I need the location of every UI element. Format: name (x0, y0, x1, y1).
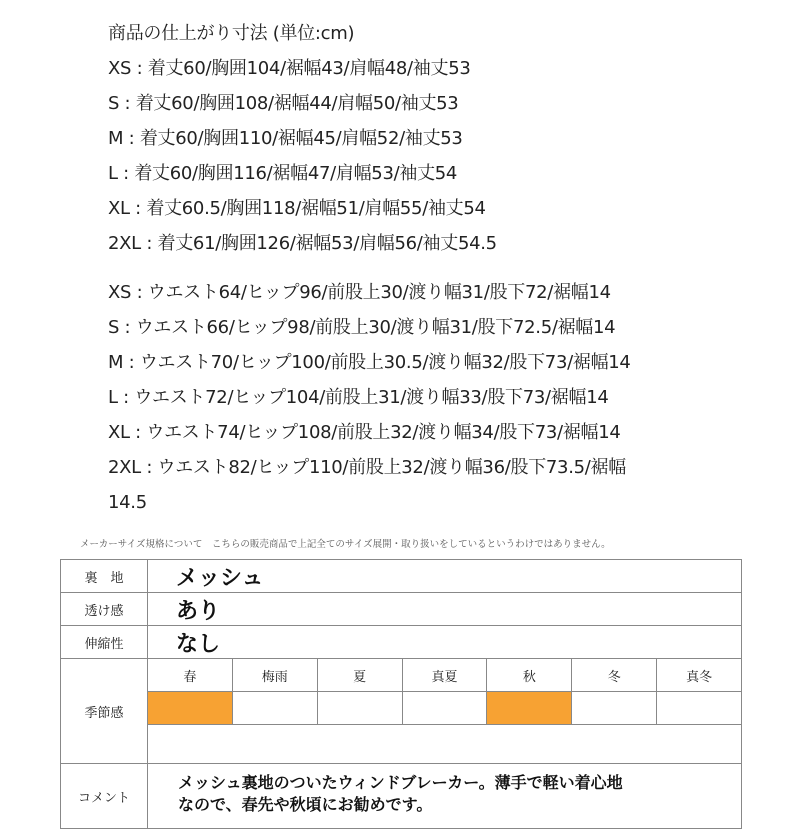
season-name-summer: 夏 (318, 659, 403, 691)
season-blank (148, 725, 741, 763)
season-grid (148, 659, 741, 763)
season-name-winter: 冬 (572, 659, 657, 691)
bottoms-size-row: L : ウエスト72/ヒップ104/前股上31/渡り幅33/股下73/裾幅14 (108, 387, 609, 408)
lining-label: 裏 地 (61, 560, 148, 592)
season-label: 季節感 (61, 659, 148, 763)
season-name-rainy: 梅雨 (233, 659, 318, 691)
season-names (148, 659, 741, 692)
season-name-spring: 春 (148, 659, 233, 691)
season-name-midsummer: 真夏 (403, 659, 488, 691)
lining-row (61, 560, 741, 593)
bottoms-size-row-wrap: 14.5 (108, 492, 147, 513)
season-marker-winter (572, 692, 657, 724)
size-note: メーカーサイズ規格について こちらの販売商品で上記全てのサイズ展開・取り扱いをしているというわけではありません。 (80, 539, 611, 550)
bottoms-size-row: 2XL : ウエスト82/ヒップ110/前股上32/渡り幅36/股下73.5/裾幅 (108, 457, 626, 478)
tops-size-row: XS : 着丈60/胸囲104/裾幅43/肩幅48/袖丈53 (108, 58, 471, 79)
season-row (61, 659, 741, 764)
size-group-gap (108, 261, 631, 275)
sheer-label: 透け感 (61, 593, 148, 625)
stretch-label: 伸縮性 (61, 626, 148, 658)
bottoms-size-row: XL : ウエスト74/ヒップ108/前股上32/渡り幅34/股下73/裾幅14 (108, 422, 621, 443)
sheer-row (61, 593, 741, 626)
tops-size-row: S : 着丈60/胸囲108/裾幅44/肩幅50/袖丈53 (108, 93, 459, 114)
spec-table (60, 559, 742, 829)
season-marker-autumn (487, 692, 572, 724)
bottoms-size-row: XS : ウエスト64/ヒップ96/前股上30/渡り幅31/股下72/裾幅14 (108, 282, 611, 303)
size-list (108, 16, 631, 520)
comment-text (148, 764, 741, 828)
season-name-autumn: 秋 (487, 659, 572, 691)
size-heading: 商品の仕上がり寸法 (単位:cm) (108, 23, 355, 44)
season-marker-midsummer (403, 692, 488, 724)
comment-label: コメント (61, 764, 148, 828)
tops-size-row: 2XL : 着丈61/胸囲126/裾幅53/肩幅56/袖丈54.5 (108, 233, 497, 254)
season-marker-rainy (233, 692, 318, 724)
tops-size-row: M : 着丈60/胸囲110/裾幅45/肩幅52/袖丈53 (108, 128, 463, 149)
sheer-value: あり (176, 598, 221, 624)
season-marker-midwinter (657, 692, 741, 724)
comment-line: メッシュ裏地のついたウィンドブレーカー。薄手で軽い着心地 (178, 773, 623, 792)
comment-line: なので、春先や秋頃にお勧めです。 (178, 795, 433, 814)
tops-size-row: XL : 着丈60.5/胸囲118/裾幅51/肩幅55/袖丈54 (108, 198, 486, 219)
stretch-row (61, 626, 741, 659)
bottoms-size-row: M : ウエスト70/ヒップ100/前股上30.5/渡り幅32/股下73/裾幅14 (108, 352, 631, 373)
lining-value: メッシュ (176, 565, 264, 591)
season-marker-spring (148, 692, 233, 724)
season-marker-summer (318, 692, 403, 724)
comment-row (61, 764, 741, 828)
season-markers (148, 692, 741, 725)
season-name-midwinter: 真冬 (686, 669, 713, 685)
stretch-value: なし (176, 631, 221, 657)
bottoms-size-row: S : ウエスト66/ヒップ98/前股上30/渡り幅31/股下72.5/裾幅14 (108, 317, 616, 338)
tops-size-row: L : 着丈60/胸囲116/裾幅47/肩幅53/袖丈54 (108, 163, 458, 184)
